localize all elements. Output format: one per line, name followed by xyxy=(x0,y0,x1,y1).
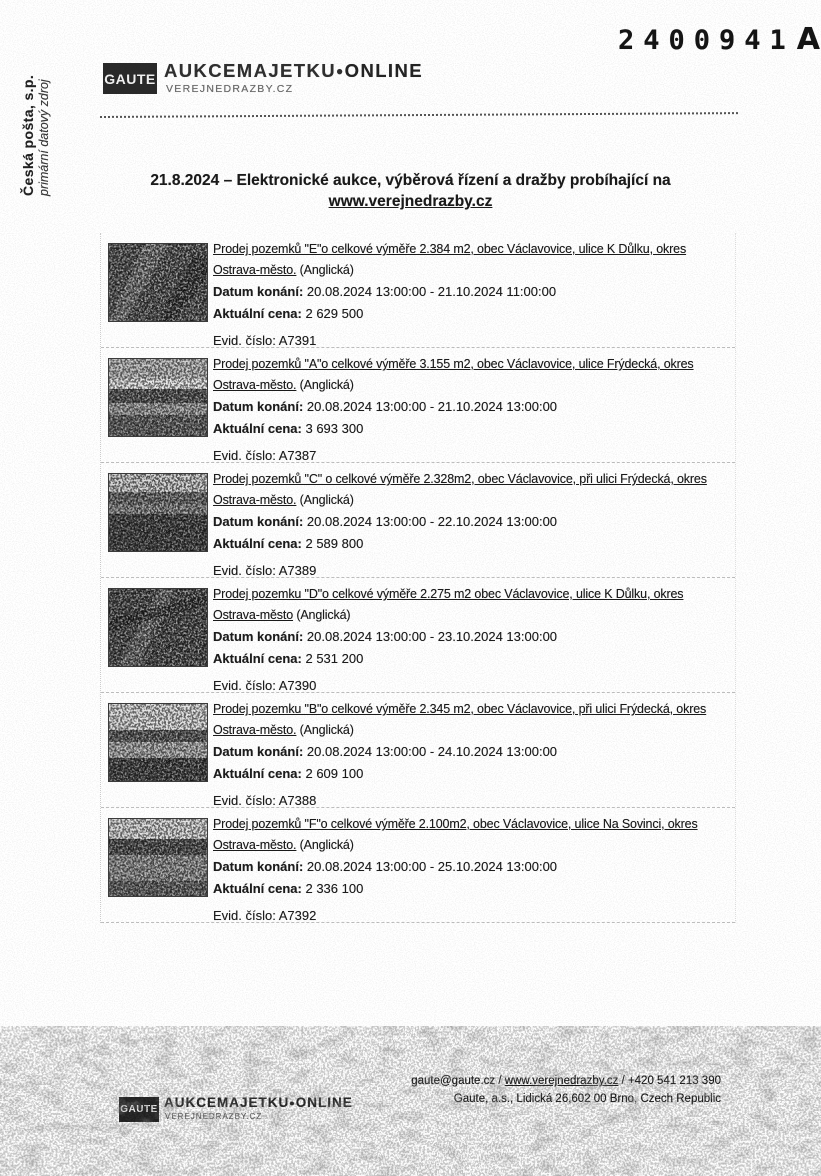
listing-row xyxy=(101,578,735,693)
listing-language: (Anglická) xyxy=(299,838,354,852)
listing-row xyxy=(101,808,735,923)
date-value: 20.08.2024 13:00:00 - 23.10.2024 13:00:00 xyxy=(306,629,558,644)
listing-language: (Anglická) xyxy=(299,493,354,507)
footer-contact-block xyxy=(411,1073,721,1108)
page-title-url[interactable]: www.verejnedrazby.cz xyxy=(328,193,493,210)
brand-dot-icon: ● xyxy=(336,64,345,78)
stamp-suffix: A xyxy=(796,22,821,57)
price-value: 2 589 800 xyxy=(305,535,364,551)
contact-separator: / xyxy=(498,1075,502,1087)
postal-note-line2: primární datový zdroj xyxy=(37,79,51,196)
evid-label: Evid. číslo: xyxy=(213,678,276,693)
evid-label: Evid. číslo: xyxy=(213,448,276,463)
evid-value: A7391 xyxy=(278,333,317,348)
footer-brand-name-left: AUKCEMAJETKU xyxy=(164,1095,290,1110)
evid-value: A7392 xyxy=(278,908,317,923)
date-label: Datum konání: xyxy=(213,859,304,874)
date-value: 20.08.2024 13:00:00 - 22.10.2024 13:00:00 xyxy=(306,514,558,529)
brand-name-left: AUKCEMAJETKU xyxy=(164,60,336,81)
gaute-logo xyxy=(103,63,157,94)
page-title xyxy=(0,172,821,211)
date-value: 20.08.2024 13:00:00 - 24.10.2024 13:00:00 xyxy=(306,744,558,759)
listing-title-link[interactable]: Prodej pozemků "C" o celkové výměře 2.328m2, obec Václavovice, při ulici Frýdecká, okres Ostrava-město. xyxy=(213,472,707,507)
listing-title xyxy=(213,814,729,856)
listing-title xyxy=(213,469,729,511)
footer-brand-name xyxy=(164,1095,353,1110)
listing-title-link[interactable]: Prodej pozemků "F"o celkové výměře 2.100m2, obec Václavovice, ulice Na Sovinci, okres Ostrava-město. xyxy=(213,817,698,852)
evid-label: Evid. číslo: xyxy=(213,793,276,808)
page-title-line1: 21.8.2024 – Elektronické aukce, výběrová řízení a dražby probíhající na xyxy=(150,172,671,189)
price-value: 2 609 100 xyxy=(305,765,364,781)
date-value: 20.08.2024 13:00:00 - 21.10.2024 13:00:00 xyxy=(306,399,558,414)
listing-details xyxy=(213,578,729,697)
listing-date-row xyxy=(213,626,729,648)
evid-value: A7390 xyxy=(278,678,317,693)
date-value: 20.08.2024 13:00:00 - 21.10.2024 11:00:00 xyxy=(306,284,557,299)
listing-date-row xyxy=(213,741,729,763)
listing-thumbnail-aerial[interactable] xyxy=(109,589,207,666)
gaute-logo-text: GAUTE xyxy=(104,70,156,87)
evid-label: Evid. číslo: xyxy=(213,563,276,578)
phone-number: +420 541 213 390 xyxy=(627,1075,721,1087)
dotted-divider xyxy=(100,112,738,118)
price-value: 3 693 300 xyxy=(305,420,364,436)
price-label: Aktuální cena: xyxy=(213,305,302,321)
date-label: Datum konání: xyxy=(213,284,304,299)
listing-title xyxy=(213,699,729,741)
listing-title-link[interactable]: Prodej pozemku "B"o celkové výměře 2.345 m2, obec Václavovice, při ulici Frýdecká, okres Ostrava-město. xyxy=(213,702,707,737)
listing-thumbnail-landscape[interactable] xyxy=(109,704,207,781)
contact-separator: / xyxy=(621,1075,625,1087)
site-link[interactable]: www.verejnedrazby.cz xyxy=(504,1075,619,1087)
postal-note-line1: Česká pošta, s.p. xyxy=(20,74,36,196)
listing-price-row xyxy=(213,533,729,555)
footer-address-line: Gaute, a.s., Lidická 26,602 00 Brno, Czech Republic xyxy=(453,1092,721,1105)
listing-title-link[interactable]: Prodej pozemku "D"o celkové výměře 2.275 m2 obec Václavovice, ulice K Důlku, okres Ostrava-město xyxy=(213,587,684,622)
evid-label: Evid. číslo: xyxy=(213,908,276,923)
date-value: 20.08.2024 13:00:00 - 25.10.2024 13:00:00 xyxy=(306,859,558,874)
email-link[interactable]: gaute@gaute.cz xyxy=(411,1075,496,1087)
auction-listings xyxy=(100,233,736,923)
footer-brand-dot-icon: ● xyxy=(289,1098,296,1108)
listing-details xyxy=(213,463,729,582)
footer-gaute-logo-text: GAUTE xyxy=(120,1104,158,1115)
date-label: Datum konání: xyxy=(213,514,304,529)
listing-price-row xyxy=(213,763,729,785)
listing-language: (Anglická) xyxy=(299,378,354,392)
listing-thumbnail-landscape[interactable] xyxy=(109,359,207,436)
brand-name xyxy=(164,60,423,82)
evid-label: Evid. číslo: xyxy=(213,333,276,348)
footer-brand-subtitle: VEREJNEDRAZBY.CZ xyxy=(165,1112,263,1121)
price-label: Aktuální cena: xyxy=(213,765,302,781)
listing-details xyxy=(213,233,729,352)
listing-title xyxy=(213,354,729,396)
listing-title-link[interactable]: Prodej pozemků "A"o celkové výměře 3.155 m2, obec Václavovice, ulice Frýdecká, okres Ostrava-město. xyxy=(213,357,694,392)
listing-title-link[interactable]: Prodej pozemků "E"o celkové výměře 2.384 m2, obec Václavovice, ulice K Důlku, okres Ostrava-město. xyxy=(213,242,687,277)
stamp-number: 2400941 xyxy=(618,25,795,56)
listing-price-row xyxy=(213,303,729,325)
listing-details xyxy=(213,693,729,812)
listing-row xyxy=(101,693,735,808)
price-label: Aktuální cena: xyxy=(213,650,302,666)
listing-row xyxy=(101,463,735,578)
listing-title xyxy=(213,239,729,281)
document-number-stamp xyxy=(618,22,820,57)
price-label: Aktuální cena: xyxy=(213,535,302,551)
listing-date-row xyxy=(213,511,729,533)
listing-price-row xyxy=(213,418,729,440)
listing-date-row xyxy=(213,856,729,878)
evid-value: A7389 xyxy=(278,563,317,578)
listing-language: (Anglická) xyxy=(296,608,351,622)
listing-language: (Anglická) xyxy=(299,263,354,277)
listing-row xyxy=(101,233,735,348)
brand-name-right: ONLINE xyxy=(344,60,423,81)
evid-value: A7388 xyxy=(278,793,317,808)
brand-subtitle: VEREJNEDRAZBY.CZ xyxy=(166,83,294,95)
listing-details xyxy=(213,808,729,927)
listing-date-row xyxy=(213,396,729,418)
listing-price-row xyxy=(213,648,729,670)
footer-brand-name-right: ONLINE xyxy=(295,1095,353,1110)
listing-title xyxy=(213,584,729,626)
date-label: Datum konání: xyxy=(213,399,304,414)
listing-language: (Anglická) xyxy=(299,723,354,737)
price-value: 2 336 100 xyxy=(305,880,364,896)
listing-evid-row xyxy=(213,905,729,927)
date-label: Datum konání: xyxy=(213,629,304,644)
price-value: 2 531 200 xyxy=(305,650,364,666)
price-value: 2 629 500 xyxy=(305,305,364,321)
postal-margin-note xyxy=(20,24,51,196)
listing-thumbnail-landscape[interactable] xyxy=(109,474,207,551)
footer-contact-line xyxy=(411,1073,721,1091)
price-label: Aktuální cena: xyxy=(213,880,302,896)
footer-gaute-logo xyxy=(119,1097,159,1122)
listing-thumbnail-aerial[interactable] xyxy=(109,244,207,321)
listing-thumbnail-landscape[interactable] xyxy=(109,819,207,896)
evid-value: A7387 xyxy=(278,448,317,463)
price-label: Aktuální cena: xyxy=(213,420,302,436)
listing-date-row xyxy=(213,281,729,303)
listing-details xyxy=(213,348,729,467)
date-label: Datum konání: xyxy=(213,744,304,759)
listing-row xyxy=(101,348,735,463)
listing-price-row xyxy=(213,878,729,900)
